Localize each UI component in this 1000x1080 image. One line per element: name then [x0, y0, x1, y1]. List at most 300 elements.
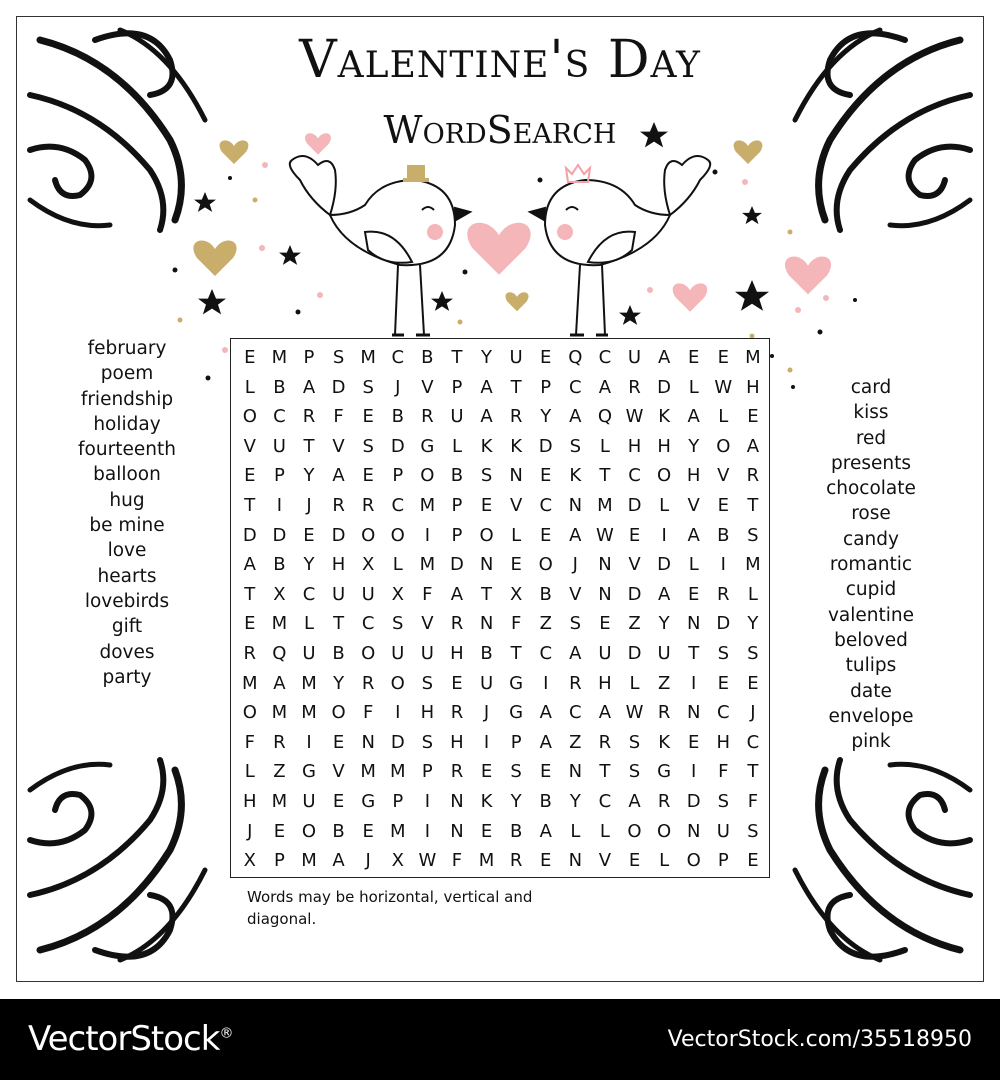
- grid-cell: B: [717, 524, 730, 546]
- grid-cell: X: [273, 583, 286, 605]
- grid-cell: R: [302, 406, 316, 428]
- grid-cell: F: [333, 406, 344, 428]
- word-item: fourteenth: [78, 439, 176, 461]
- grid-cell: R: [717, 583, 730, 605]
- grid-cell: A: [569, 524, 582, 546]
- grid-cell: V: [332, 761, 345, 783]
- word-item: kiss: [853, 402, 889, 424]
- grid-cell: M: [478, 850, 495, 872]
- grid-cell: S: [717, 642, 730, 664]
- grid-cell: J: [247, 820, 253, 842]
- word-item: envelope: [828, 705, 914, 727]
- grid-cell: A: [657, 347, 671, 368]
- grid-cell: K: [658, 406, 671, 428]
- grid-cell: D: [627, 494, 642, 516]
- grid-cell: F: [244, 731, 255, 753]
- grid-cell: E: [244, 613, 256, 635]
- grid-cell: B: [539, 583, 552, 605]
- grid-cell: S: [628, 761, 641, 783]
- grid-cell: R: [628, 376, 641, 398]
- grid-cell: A: [569, 406, 582, 428]
- grid-cell: F: [510, 613, 522, 635]
- grid-cell: G: [420, 435, 435, 457]
- grid-cell: T: [599, 465, 611, 487]
- grid-cell: T: [747, 761, 759, 783]
- grid-cell: U: [272, 435, 286, 457]
- title-line1: Valentine's Day: [299, 30, 701, 90]
- grid-cell: H: [243, 790, 257, 812]
- grid-cell: J: [572, 554, 578, 576]
- grid-cell: M: [271, 702, 288, 724]
- grid-cell: V: [421, 613, 434, 635]
- grid-cell: P: [273, 850, 285, 872]
- grid-cell: P: [510, 731, 522, 753]
- grid-cell: Z: [628, 613, 641, 635]
- grid-cell: M: [419, 554, 436, 576]
- grid-cell: V: [717, 465, 730, 487]
- grid-cell: O: [390, 672, 405, 694]
- grid-cell: W: [625, 406, 644, 428]
- grid-cell: S: [569, 613, 582, 635]
- star-icon: [194, 192, 216, 212]
- grid-cell: Q: [272, 642, 287, 664]
- grid-cell: L: [244, 761, 255, 783]
- grid-cell: J: [750, 702, 756, 724]
- grid-cell: H: [420, 702, 435, 724]
- grid-cell: D: [627, 583, 642, 605]
- grid-cell: A: [273, 672, 286, 694]
- heart-icon: [785, 257, 831, 295]
- word-item: hug: [109, 489, 145, 511]
- grid-cell: S: [421, 731, 434, 753]
- grid-cell: G: [509, 702, 524, 724]
- grid-cell: A: [687, 524, 700, 546]
- grid-cell: A: [332, 465, 345, 487]
- grid-cell: A: [569, 642, 582, 664]
- grid-cell: B: [273, 554, 286, 576]
- grid-cell: L: [244, 376, 255, 398]
- grid-cell: O: [242, 702, 257, 724]
- grid-cell: L: [659, 494, 670, 516]
- grid-cell: R: [657, 790, 671, 812]
- grid-cell: U: [331, 583, 346, 605]
- grid-cell: E: [717, 672, 729, 694]
- word-item: balloon: [93, 464, 161, 486]
- title-line2: WordSearch: [383, 108, 617, 152]
- flourish-icon: [30, 760, 205, 960]
- word-item: red: [855, 427, 887, 449]
- grid-cell: I: [276, 494, 283, 516]
- grid-cell: K: [480, 435, 493, 457]
- grid-cell: C: [391, 494, 405, 516]
- grid-cell: E: [717, 494, 729, 516]
- grid-cell: B: [450, 465, 464, 487]
- grid-cell: L: [688, 376, 699, 398]
- flourish-icon: [795, 760, 970, 960]
- instructions-note: Words may be horizontal, vertical and diagonal.: [247, 888, 533, 928]
- grid-cell: M: [271, 613, 288, 635]
- grid-cell: R: [361, 672, 375, 694]
- grid-cell: S: [392, 613, 404, 635]
- grid-cell: R: [332, 494, 345, 516]
- grid-cell: A: [480, 376, 493, 398]
- grid-cell: T: [333, 613, 345, 635]
- grid-cell: S: [747, 820, 759, 842]
- grid-cell: B: [391, 406, 404, 428]
- grid-cell: B: [273, 376, 286, 398]
- grid-cell: E: [332, 731, 345, 753]
- grid-cell: N: [568, 850, 583, 872]
- grid-cell: I: [483, 731, 490, 753]
- word-item: hearts: [97, 565, 157, 587]
- grid-cell: F: [362, 702, 374, 724]
- grid-cell: L: [451, 435, 462, 457]
- grid-cell: A: [539, 820, 552, 842]
- grid-cell: Q: [597, 406, 612, 428]
- grid-cell: N: [509, 465, 523, 487]
- grid-cell: A: [480, 406, 493, 428]
- grid-cell: O: [301, 820, 317, 842]
- grid-cell: R: [657, 702, 671, 724]
- grid-cell: M: [301, 672, 317, 694]
- grid-cell: M: [301, 850, 317, 872]
- grid-cell: D: [657, 376, 672, 398]
- grid-cell: S: [480, 465, 493, 487]
- grid-cell: C: [361, 613, 375, 635]
- word-item: rose: [851, 503, 891, 525]
- grid-cell: S: [628, 731, 641, 753]
- grid-cell: C: [302, 583, 316, 605]
- grid-cell: I: [543, 672, 549, 694]
- grid-cell: L: [688, 554, 699, 576]
- grid-cell: E: [688, 583, 700, 605]
- grid-cell: Z: [273, 761, 286, 783]
- grid-cell: F: [718, 761, 729, 783]
- grid-cell: O: [657, 465, 672, 487]
- word-item: poem: [100, 363, 154, 385]
- grid-cell: E: [540, 761, 552, 783]
- grid-cell: R: [598, 731, 612, 753]
- grid-cell: A: [243, 554, 256, 576]
- grid-cell: U: [598, 642, 612, 664]
- grid-cell: Y: [303, 465, 315, 487]
- grid-cell: U: [450, 406, 464, 428]
- grid-cell: O: [420, 465, 435, 487]
- grid-cell: T: [244, 583, 256, 605]
- grid-cell: Q: [568, 347, 583, 368]
- heart-icon: [193, 240, 236, 276]
- grid-cell: R: [361, 494, 375, 516]
- grid-cell: U: [361, 583, 375, 605]
- grid-cell: Y: [747, 613, 759, 635]
- grid-cell: E: [303, 524, 315, 546]
- grid-cell: D: [390, 731, 405, 753]
- grid-cell: Y: [303, 554, 315, 576]
- word-list-right: [806, 375, 936, 754]
- grid-cell: V: [628, 554, 641, 576]
- heart-icon: [673, 283, 708, 311]
- word-item: card: [850, 377, 892, 398]
- grid-cell: F: [747, 790, 759, 812]
- grid-cell: F: [422, 583, 433, 605]
- grid-cell: I: [720, 554, 726, 576]
- grid-cell: S: [332, 347, 345, 368]
- grid-cell: D: [538, 435, 553, 457]
- grid-cell: A: [687, 406, 700, 428]
- grid-cell: Y: [481, 347, 493, 368]
- grid-cell: D: [331, 376, 346, 398]
- grid-cell: T: [303, 435, 315, 457]
- grid-cell: M: [419, 494, 436, 516]
- grid-cell: X: [509, 583, 523, 605]
- grid-cell: R: [746, 465, 760, 487]
- grid-cell: M: [301, 702, 317, 724]
- grid-cell: P: [717, 850, 729, 872]
- grid-cell: V: [509, 494, 523, 516]
- grid-cell: M: [360, 347, 376, 368]
- star-icon: [742, 206, 762, 224]
- grid-cell: M: [390, 761, 406, 783]
- grid-cell: S: [717, 790, 730, 812]
- grid-cell: S: [510, 761, 522, 783]
- stock-id: VectorStock.com/35518950: [667, 1027, 972, 1052]
- grid-cell: S: [362, 435, 374, 457]
- grid-cell: Z: [539, 613, 552, 635]
- word-item: gift: [111, 616, 143, 638]
- grid-cell: E: [628, 850, 641, 872]
- grid-cell: U: [716, 820, 730, 842]
- grid-cell: E: [540, 850, 552, 872]
- grid-cell: O: [657, 820, 672, 842]
- grid-cell: Y: [658, 613, 670, 635]
- grid-cell: R: [450, 702, 464, 724]
- grid-cell: U: [391, 642, 405, 664]
- grid-cell: N: [686, 613, 701, 635]
- grid-cell: X: [243, 850, 256, 872]
- word-item: valentine: [827, 604, 915, 626]
- grid-cell: N: [479, 613, 494, 635]
- grid-cell: Z: [657, 672, 671, 694]
- grid-cell: O: [361, 524, 376, 546]
- grid-cell: M: [271, 347, 288, 368]
- grid-cell: N: [568, 761, 583, 783]
- grid-cell: K: [510, 435, 523, 457]
- word-item: romantic: [829, 554, 913, 576]
- grid-cell: A: [539, 702, 552, 724]
- grid-cell: T: [599, 761, 611, 783]
- grid-cell: W: [418, 850, 437, 872]
- grid-cell: N: [450, 790, 464, 812]
- grid-cell: D: [686, 790, 701, 812]
- grid-cell: X: [391, 850, 404, 872]
- grid-cell: I: [424, 790, 431, 812]
- grid-cell: T: [244, 494, 256, 516]
- grid-cell: I: [424, 820, 431, 842]
- grid-cell: E: [362, 820, 374, 842]
- grid-cell: S: [362, 376, 374, 398]
- grid-cell: L: [659, 850, 670, 872]
- letter-grid: [230, 338, 770, 878]
- grid-cell: C: [273, 406, 286, 428]
- grid-cell: D: [331, 524, 346, 546]
- grid-cell: E: [540, 465, 552, 487]
- grid-cell: R: [450, 761, 464, 783]
- grid-cell: O: [479, 524, 494, 546]
- grid-cell: M: [745, 554, 761, 576]
- grid-cell: N: [450, 820, 464, 842]
- grid-cell: R: [569, 672, 582, 694]
- grid-cell: P: [392, 465, 404, 487]
- grid-cell: H: [746, 376, 760, 398]
- grid-cell: L: [599, 435, 610, 457]
- grid-cell: V: [569, 583, 582, 605]
- grid-cell: T: [747, 494, 759, 516]
- grid-cell: G: [302, 761, 316, 783]
- grid-cell: C: [598, 347, 612, 368]
- grid-cell: W: [625, 702, 644, 724]
- grid-cell: H: [716, 731, 731, 753]
- grid-cell: W: [596, 524, 614, 546]
- grid-cell: C: [628, 465, 641, 487]
- grid-cell: O: [716, 435, 731, 457]
- grid-cell: E: [599, 613, 611, 635]
- grid-cell: P: [421, 761, 433, 783]
- grid-cell: D: [390, 435, 405, 457]
- word-item: cupid: [845, 579, 897, 601]
- grid-cell: I: [691, 672, 697, 694]
- star-icon: [279, 245, 301, 265]
- grid-cell: M: [745, 347, 761, 368]
- grid-cell: O: [627, 820, 642, 842]
- grid-cell: E: [362, 465, 374, 487]
- grid-cell: U: [657, 642, 671, 664]
- grid-cell: T: [481, 583, 493, 605]
- grid-cell: Y: [510, 790, 522, 812]
- grid-cell: P: [273, 465, 285, 487]
- grid-cell: B: [509, 820, 523, 842]
- grid-cell: P: [392, 790, 404, 812]
- grid-cell: S: [421, 672, 434, 694]
- grid-cell: P: [451, 524, 463, 546]
- grid-cell: Y: [569, 790, 581, 812]
- bird-icon: [290, 156, 470, 335]
- grid-cell: R: [243, 642, 257, 664]
- star-icon: [431, 291, 453, 311]
- grid-cell: S: [747, 524, 759, 546]
- grid-cell: Z: [569, 731, 582, 753]
- grid-cell: E: [717, 347, 729, 368]
- grid-cell: E: [273, 820, 286, 842]
- grid-cell: U: [302, 790, 316, 812]
- grid-cell: D: [716, 613, 731, 635]
- grid-cell: L: [570, 820, 581, 842]
- grid-cell: B: [539, 790, 552, 812]
- grid-cell: L: [599, 820, 610, 842]
- grid-cell: D: [450, 554, 464, 576]
- star-icon: [735, 280, 769, 311]
- grid-cell: S: [569, 435, 582, 457]
- grid-cell: M: [242, 672, 258, 694]
- grid-cell: C: [569, 702, 582, 724]
- grid-cell: D: [657, 554, 672, 576]
- grid-cell: C: [717, 702, 730, 724]
- word-item: friendship: [80, 388, 174, 410]
- grid-cell: R: [421, 406, 434, 428]
- grid-cell: L: [629, 672, 640, 694]
- grid-cell: Y: [540, 406, 552, 428]
- grid-cell: N: [479, 554, 494, 576]
- grid-cell: E: [540, 524, 552, 546]
- grid-cell: R: [509, 850, 523, 872]
- grid-cell: R: [273, 731, 286, 753]
- grid-cell: H: [450, 642, 464, 664]
- grid-cell: R: [509, 406, 523, 428]
- word-item: love: [107, 540, 147, 562]
- grid-cell: C: [391, 347, 405, 368]
- grid-cell: H: [657, 435, 671, 457]
- word-item: doves: [99, 641, 155, 663]
- grid-cell: E: [332, 790, 345, 812]
- word-item: february: [87, 338, 167, 359]
- word-list-left: [62, 336, 192, 690]
- word-item: chocolate: [826, 478, 916, 500]
- grid-cell: N: [361, 731, 375, 753]
- grid-cell: E: [244, 347, 256, 368]
- grid-cell: H: [627, 435, 642, 457]
- grid-cell: U: [509, 347, 523, 368]
- grid-cell: C: [598, 790, 612, 812]
- grid-cell: E: [747, 406, 759, 428]
- grid-cell: A: [657, 583, 671, 605]
- grid-cell: N: [598, 583, 612, 605]
- word-item: lovebirds: [84, 590, 170, 612]
- grid-cell: O: [242, 406, 257, 428]
- star-icon: [198, 289, 226, 314]
- grid-cell: T: [510, 376, 522, 398]
- grid-cell: K: [569, 465, 582, 487]
- grid-cell: A: [598, 376, 612, 398]
- grid-cell: B: [332, 642, 345, 664]
- grid-cell: K: [480, 790, 493, 812]
- grid-cell: A: [539, 731, 552, 753]
- grid-cell: V: [421, 376, 434, 398]
- grid-cell: M: [271, 790, 288, 812]
- grid-cell: E: [747, 850, 759, 872]
- grid-cell: L: [511, 524, 522, 546]
- grid-cell: M: [360, 761, 376, 783]
- grid-cell: I: [661, 524, 667, 546]
- grid-cell: M: [390, 820, 406, 842]
- grid-cell: E: [480, 820, 493, 842]
- word-item: tulips: [845, 655, 897, 677]
- grid-cell: F: [451, 850, 463, 872]
- grid-cell: N: [686, 702, 701, 724]
- word-item: party: [102, 666, 152, 688]
- grid-cell: J: [395, 376, 401, 398]
- grid-cell: O: [331, 702, 346, 724]
- grid-cell: A: [302, 376, 316, 398]
- grid-cell: Y: [688, 435, 700, 457]
- grid-cell: H: [450, 731, 464, 753]
- heart-icon: [467, 223, 530, 275]
- grid-cell: C: [569, 376, 582, 398]
- grid-cell: K: [658, 731, 671, 753]
- grid-cell: C: [746, 731, 760, 753]
- grid-cell: E: [480, 761, 493, 783]
- grid-cell: W: [714, 376, 733, 398]
- word-item: pink: [851, 731, 891, 753]
- bird-icon: [530, 156, 710, 335]
